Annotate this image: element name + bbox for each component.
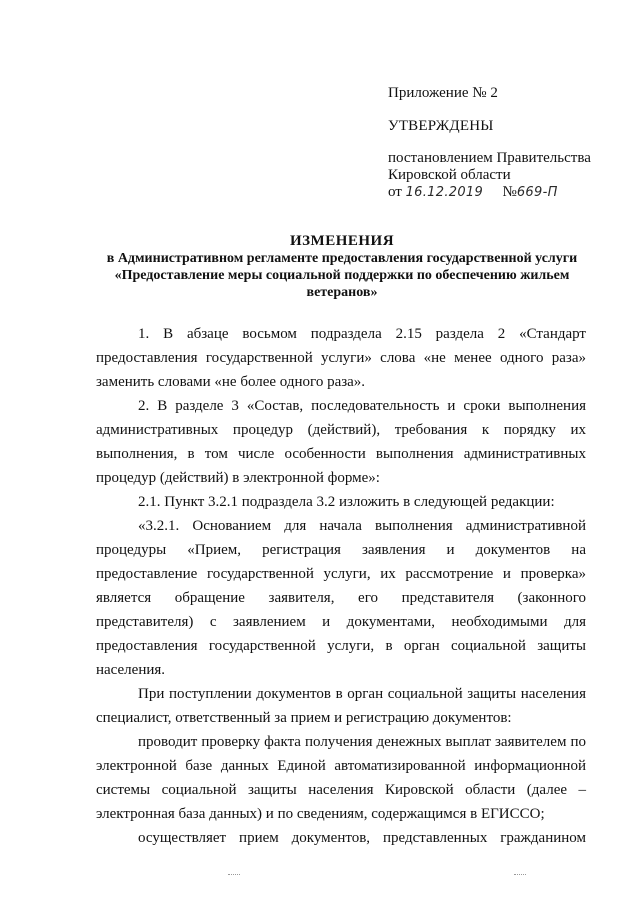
paragraph-4: «3.2.1. Основанием для начала выполнения административной процедуры «Прием, регистрация заявления и документов на предоставление государственной услуги, их рассмотрение и проверка» является обращение заявителя, его представителя (законного представителя) с заявлением и документами, необходимыми для предоставления государственной услуги, в орган социальной защиты населения. [96, 518, 586, 678]
decree-date-handwritten: 16.12.2019 [405, 185, 484, 200]
decree-from: от [388, 184, 402, 200]
appendix-label: Приложение № 2 [388, 85, 498, 101]
scan-mark-left [228, 874, 240, 876]
paragraph-1: 1. В абзаце восьмом подраздела 2.15 раздела 2 «Стандарт предоставления государственной услуги» слова «не менее одного раза» заменить словами «не более одного раза». [96, 326, 586, 390]
decree-line-2: Кировской области [388, 167, 511, 183]
document-title [92, 232, 592, 301]
decree-line-1: постановлением Правительства [388, 150, 591, 166]
title-main: ИЗМЕНЕНИЯ [289, 233, 395, 249]
decree-number-sign: № [502, 184, 517, 200]
paragraph-3: 2.1. Пункт 3.2.1 подраздела 3.2 изложить в следующей редакции: [138, 494, 555, 510]
approved-label: УТВЕРЖДЕНЫ [388, 118, 494, 134]
paragraph-2: 2. В разделе 3 «Состав, последовательность и сроки выполнения административных процедур (действий), требования к порядку их выполнения, в том числе особенности выполнения административных процедур (действий) в электронной форме»: [96, 398, 586, 486]
paragraph-5: При поступлении документов в орган социальной защиты населения специалист, ответственный за прием и регистрацию документов: [96, 686, 586, 726]
paragraph-7: осуществляет прием документов, представленных гражданином [138, 830, 586, 846]
decree-number-handwritten: 669-П [516, 185, 558, 200]
scan-mark-right [514, 874, 526, 876]
document-body [96, 322, 586, 850]
title-subtitle: в Административном регламенте предоставления государственной услуги «Предоставление меры социальной поддержки по обеспечению жильем ветеранов» [106, 251, 578, 300]
decree-block [388, 150, 628, 201]
decree-date-line [388, 184, 628, 201]
paragraph-6: проводит проверку факта получения денежных выплат заявителем по электронной базе данных Единой автоматизированной информационной системы социальной защиты населения Кировской области (далее – электронная база данных) и по сведениям, содержащимся в ЕГИССО; [96, 734, 586, 822]
